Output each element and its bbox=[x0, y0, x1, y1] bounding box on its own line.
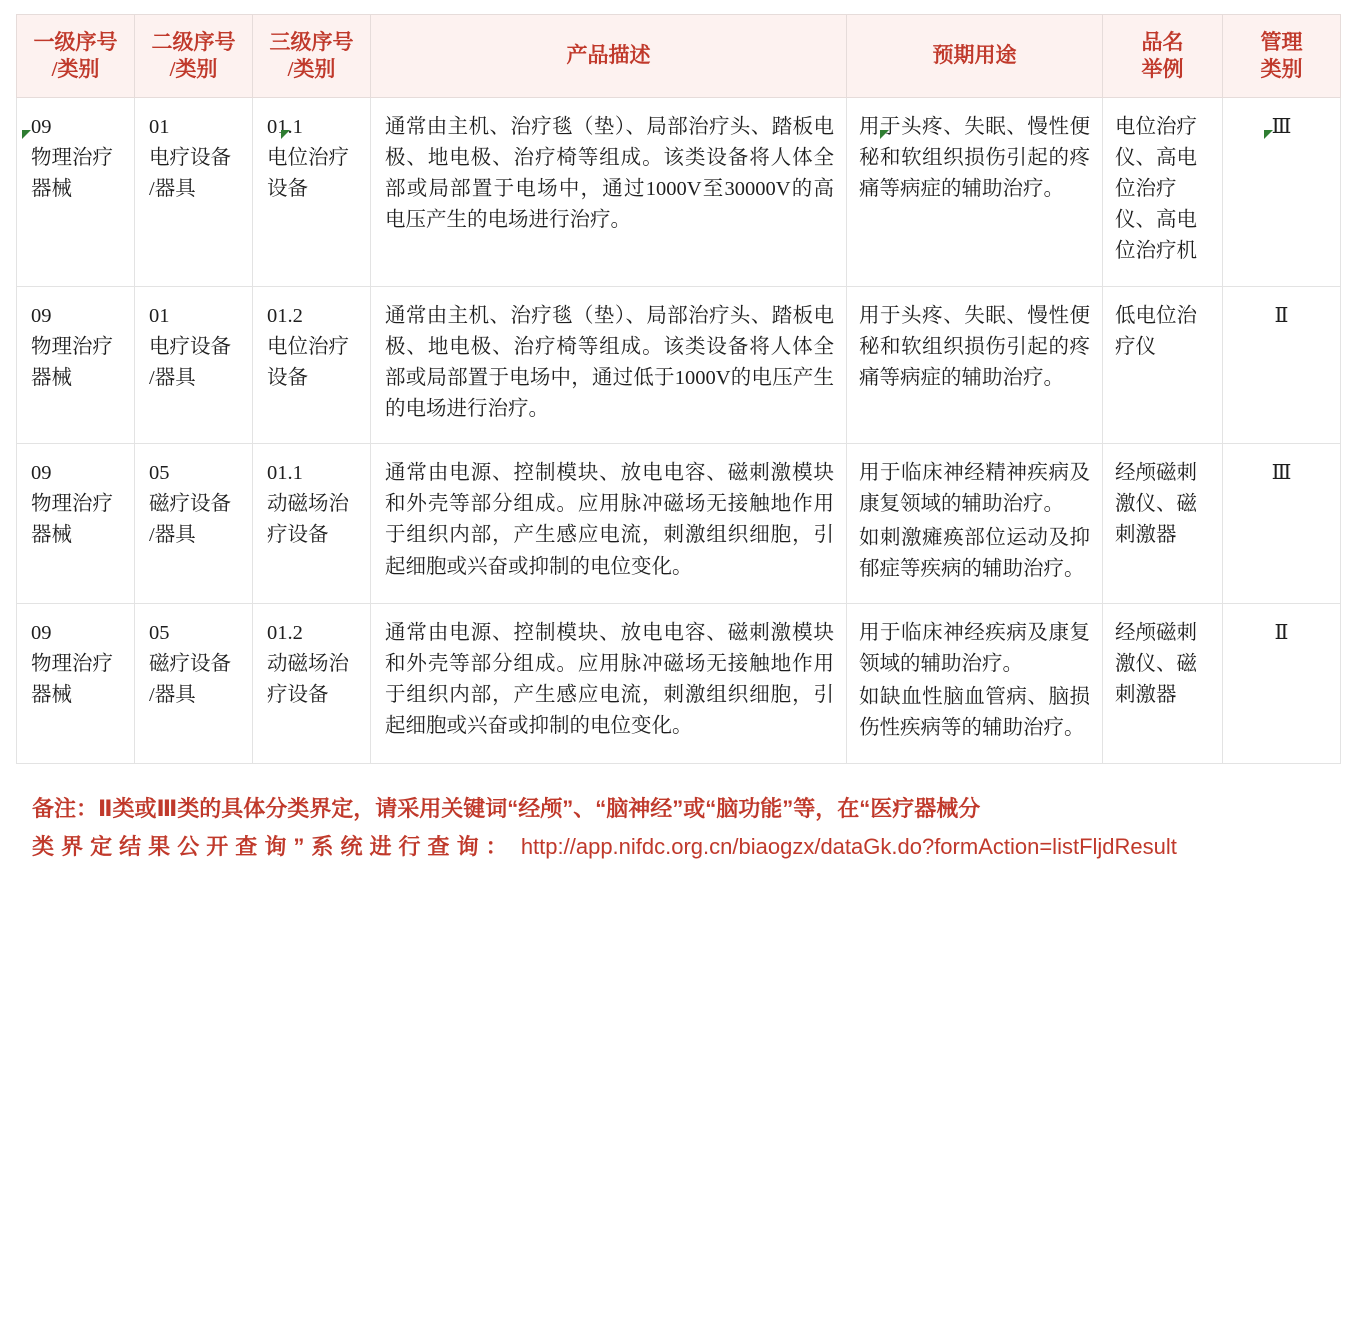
classification-table bbox=[16, 14, 1341, 764]
cell-intended-use: 用于临床神经疾病及康复领域的辅助治疗。 如缺血性脑血管病、脑损伤性疾病等的辅助治疗。 bbox=[847, 603, 1103, 763]
column-header-level2: 二级序号 /类别 bbox=[135, 15, 253, 98]
cell-level3: 01.1 动磁场治 疗设备 bbox=[253, 444, 371, 604]
cell-product-examples: 经颅磁刺激仪、磁刺激器 bbox=[1103, 603, 1223, 763]
cell-description: 通常由电源、控制模块、放电电容、磁刺激模块和外壳等部分组成。应用脉冲磁场无接触地作用于组织内部，产生感应电流，刺激组织细胞，引起细胞或兴奋或抑制的电位变化。 bbox=[371, 444, 847, 604]
cell-level2: 05 磁疗设备 /器具 bbox=[135, 444, 253, 604]
cell-product-examples: 电位治疗仪、高电位治疗仪、高电位治疗机 bbox=[1103, 97, 1223, 286]
footnote-text-part1: Ⅱ类或Ⅲ类的具体分类界定，请采用关键词“经颅”、“脑神经”或“脑功能”等，在“医疗器械分 bbox=[98, 795, 981, 821]
footnote-label: 备注： bbox=[32, 795, 99, 821]
cell-description: 通常由电源、控制模块、放电电容、磁刺激模块和外壳等部分组成。应用脉冲磁场无接触地作用于组织内部，产生感应电流，刺激组织细胞，引起细胞或兴奋或抑制的电位变化。 bbox=[371, 603, 847, 763]
cell-intended-use: 用于临床神经精神疾病及康复领域的辅助治疗。 如刺激瘫痪部位运动及抑郁症等疾病的辅助治疗。 bbox=[847, 444, 1103, 604]
footnote bbox=[32, 790, 1356, 867]
column-header-level3: 三级序号 /类别 bbox=[253, 15, 371, 98]
table-body bbox=[17, 97, 1341, 763]
cell-management-class: Ⅲ bbox=[1223, 97, 1341, 286]
cell-product-examples: 经颅磁刺激仪、磁刺激器 bbox=[1103, 444, 1223, 604]
cell-management-class: Ⅱ bbox=[1223, 603, 1341, 763]
cell-management-class: Ⅱ bbox=[1223, 286, 1341, 444]
cell-level3: 01.2 动磁场治 疗设备 bbox=[253, 603, 371, 763]
column-header-description: 产品描述 bbox=[371, 15, 847, 98]
cell-level2: 05 磁疗设备 /器具 bbox=[135, 603, 253, 763]
table-row bbox=[17, 286, 1341, 444]
column-header-intended-use: 预期用途 bbox=[847, 15, 1103, 98]
cell-level1: 09 物理治疗 器械 bbox=[17, 286, 135, 444]
column-header-product-examples: 品名 举例 bbox=[1103, 15, 1223, 98]
cell-intended-use: 用于头疼、失眠、慢性便秘和软组织损伤引起的疼痛等病症的辅助治疗。 bbox=[847, 97, 1103, 286]
cell-description: 通常由主机、治疗毯（垫）、局部治疗头、踏板电极、地电极、治疗椅等组成。该类设备将人体全部或局部置于电场中，通过1000V至30000V的高电压产生的电场进行治疗。 bbox=[371, 97, 847, 286]
column-header-level1: 一级序号 /类别 bbox=[17, 15, 135, 98]
table-row bbox=[17, 97, 1341, 286]
cell-level1: 09 物理治疗 器械 bbox=[17, 97, 135, 286]
cell-level1: 09 物理治疗 器械 bbox=[17, 603, 135, 763]
cell-description: 通常由主机、治疗毯（垫）、局部治疗头、踏板电极、地电极、治疗椅等组成。该类设备将人体全部或局部置于电场中，通过低于1000V的电压产生的电场进行治疗。 bbox=[371, 286, 847, 444]
footnote-url[interactable]: http://app.nifdc.org.cn/biaogzx/dataGk.do?formAction=listFljdResult bbox=[520, 834, 1177, 859]
cell-intended-use: 用于头疼、失眠、慢性便秘和软组织损伤引起的疼痛等病症的辅助治疗。 bbox=[847, 286, 1103, 444]
table-row bbox=[17, 603, 1341, 763]
footnote-text-part2: 类界定结果公开查询”系统进行查询： bbox=[32, 834, 515, 859]
cell-product-examples: 低电位治疗仪 bbox=[1103, 286, 1223, 444]
table-header-row bbox=[17, 15, 1341, 98]
cell-level3: 01.1 电位治疗 设备 bbox=[253, 97, 371, 286]
table-row bbox=[17, 444, 1341, 604]
cell-level3: 01.2 电位治疗 设备 bbox=[253, 286, 371, 444]
cell-management-class: Ⅲ bbox=[1223, 444, 1341, 604]
column-header-management-class: 管理 类别 bbox=[1223, 15, 1341, 98]
cell-level2: 01 电疗设备 /器具 bbox=[135, 286, 253, 444]
cell-level2: 01 电疗设备 /器具 bbox=[135, 97, 253, 286]
table-header bbox=[17, 15, 1341, 98]
cell-level1: 09 物理治疗 器械 bbox=[17, 444, 135, 604]
